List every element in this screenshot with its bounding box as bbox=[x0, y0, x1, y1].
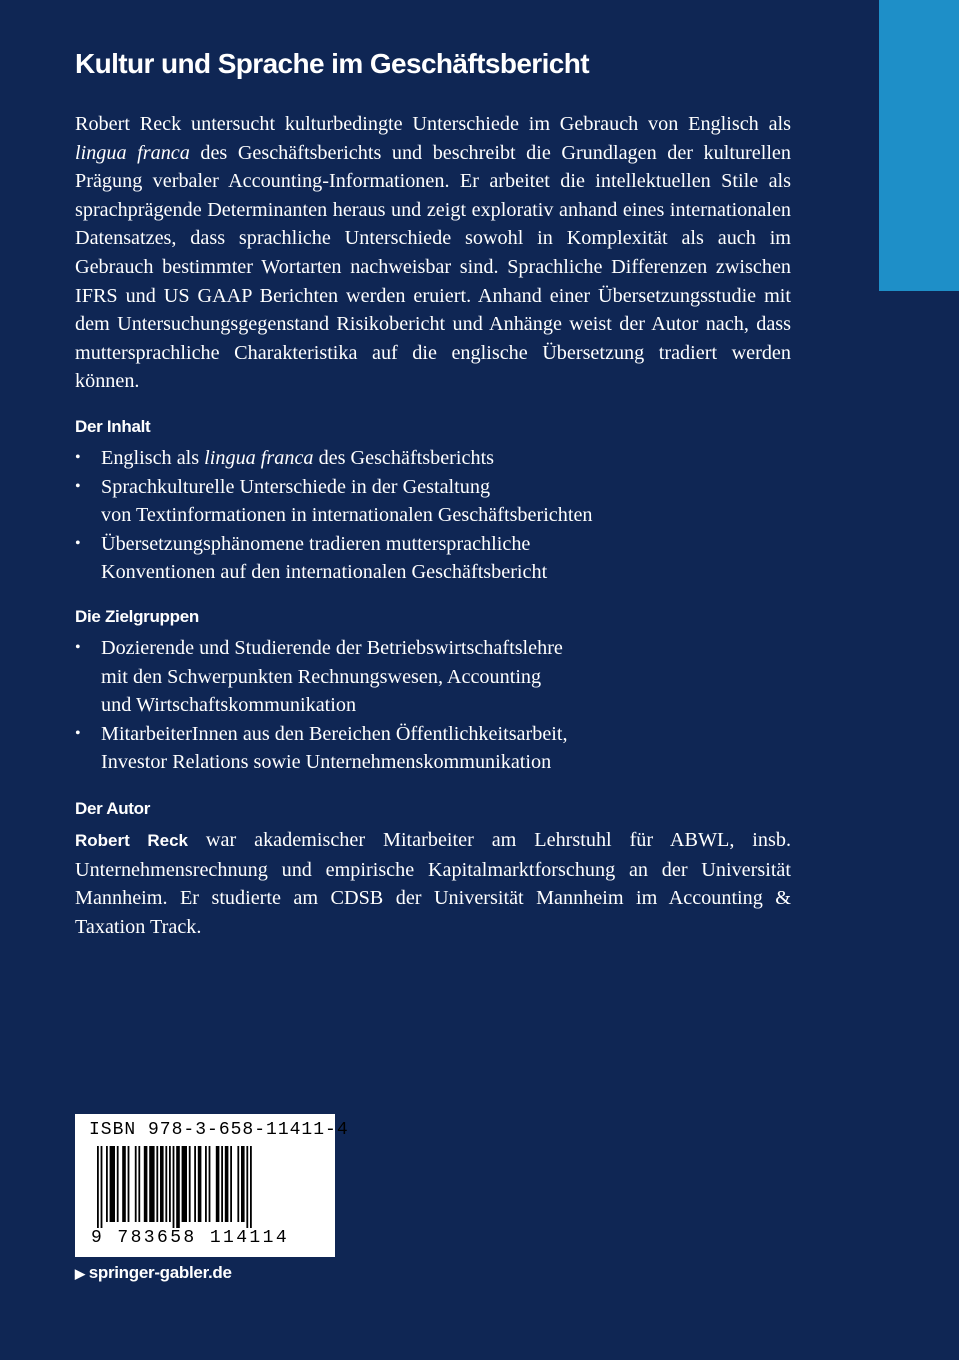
heading-zielgruppen: Die Zielgruppen bbox=[75, 607, 199, 626]
intro-paragraph bbox=[75, 110, 791, 396]
bullet-icon: • bbox=[75, 639, 81, 656]
barcode-bar bbox=[250, 1146, 252, 1228]
isbn-barcode bbox=[75, 1114, 349, 1257]
author-paragraph bbox=[75, 826, 791, 941]
list-item: • Englisch als lingua franca des Geschäftsberichts bbox=[75, 444, 791, 473]
publisher-link[interactable]: ▶ springer-gabler.de bbox=[75, 1263, 232, 1282]
isbn-label: ISBN 978-3-658-11411-4 bbox=[89, 1120, 349, 1140]
barcode-bar bbox=[221, 1146, 223, 1222]
bullet-icon: • bbox=[75, 534, 81, 552]
barcode-bar bbox=[209, 1146, 211, 1222]
barcode-bar bbox=[101, 1146, 103, 1228]
list-item: • Dozierende und Studierende der Betriebswirtschaftslehre mit den Schwerpunkten Rechnungswesen, Accounting und Wirtschaftskommunikation bbox=[75, 634, 791, 720]
heading-inhalt: Der Inhalt bbox=[75, 417, 151, 436]
barcode-bar bbox=[225, 1146, 229, 1222]
author-name: Robert Reck bbox=[75, 831, 189, 850]
barcode-bar bbox=[110, 1146, 115, 1222]
barcode-bar bbox=[165, 1146, 167, 1222]
play-arrow-icon: ▶ bbox=[75, 1266, 85, 1281]
heading-autor: Der Autor bbox=[75, 799, 151, 818]
barcode-bar bbox=[169, 1146, 171, 1222]
list-item: • Übersetzungsphänomene tradieren muttersprachliche Konventionen auf den internationalen Geschäftsbericht bbox=[75, 530, 791, 587]
barcode-bar bbox=[237, 1146, 239, 1222]
barcode-bar bbox=[198, 1146, 202, 1222]
barcode-bar bbox=[246, 1146, 248, 1228]
bullet-icon: • bbox=[75, 724, 81, 742]
barcode-bar bbox=[230, 1146, 232, 1222]
book-title: Kultur und Sprache im Geschäftsbericht bbox=[75, 48, 589, 79]
barcode-bar bbox=[117, 1146, 119, 1222]
accent-bar bbox=[879, 0, 959, 291]
barcode-bar bbox=[241, 1146, 245, 1222]
barcode-bar bbox=[176, 1146, 180, 1228]
list-item: • MitarbeiterInnen aus den Bereichen Öffentlichkeitsarbeit, Investor Relations sowie Unternehmenskommunikation bbox=[75, 720, 791, 777]
barcode-bar bbox=[182, 1146, 187, 1222]
bullet-icon: • bbox=[75, 449, 81, 466]
intro-italic: lingua franca bbox=[75, 141, 190, 164]
zielgruppen-list bbox=[75, 634, 791, 777]
barcode-bar bbox=[138, 1146, 140, 1222]
barcode-bar bbox=[122, 1146, 126, 1222]
barcode-bar bbox=[135, 1146, 137, 1222]
barcode-bar bbox=[194, 1146, 196, 1222]
barcode-bar bbox=[144, 1146, 148, 1222]
barcode-bar bbox=[160, 1146, 164, 1222]
barcode-bar bbox=[97, 1146, 99, 1228]
barcode-bar bbox=[205, 1146, 207, 1222]
bullet-icon: • bbox=[75, 477, 81, 495]
barcode-icon bbox=[97, 1146, 315, 1228]
barcode-bar bbox=[128, 1146, 130, 1222]
barcode-bar bbox=[106, 1146, 108, 1222]
inhalt-list bbox=[75, 444, 791, 587]
barcode-digits: 9 783658 114114 bbox=[91, 1228, 290, 1248]
author-bio: war akademischer Mitarbeiter am Lehrstuhl für ABWL, insb. Unternehmensrechnung und empirische Kapitalmarktforschung an der Universität Mannheim. Er studierte am CDSB der Universität Mannheim im Accounting & Taxation Track. bbox=[75, 829, 792, 938]
intro-text-1: Robert Reck untersucht kulturbedingte Unterschiede im Gebrauch von Englisch als bbox=[75, 113, 791, 135]
barcode-bar bbox=[173, 1146, 175, 1228]
barcode-bar bbox=[149, 1146, 154, 1222]
barcode-bar bbox=[216, 1146, 220, 1222]
barcode-bar bbox=[156, 1146, 158, 1222]
barcode-bar bbox=[189, 1146, 191, 1222]
intro-text-2: des Geschäftsberichts und beschreibt die Grundlagen der kulturellen Prägung verbaler Accounting-Informationen. Er arbeitet die intellektuellen Stile als sprachprägende Determinanten heraus und zeigt explorativ anhand eines internationalen Datensatzes, dass sprachliche Unterschiede sowohl in Komplexität als auch im Gebrauch bestimmter Wortarten nachweisbar sind. Sprachliche Differenzen zwischen IFRS und US GAAP Berichten werden eruiert. Anhand einer Übersetzungsstudie mit dem Untersuchungsgegenstand Risikobericht und Anhänge weist der Autor nach, dass muttersprachliche Charakteristika auf die englische Übersetzung tradiert werden können. bbox=[75, 141, 791, 393]
list-item: • Sprachkulturelle Unterschiede in der Gestaltung von Textinformationen in internationalen Geschäftsberichten bbox=[75, 473, 791, 530]
